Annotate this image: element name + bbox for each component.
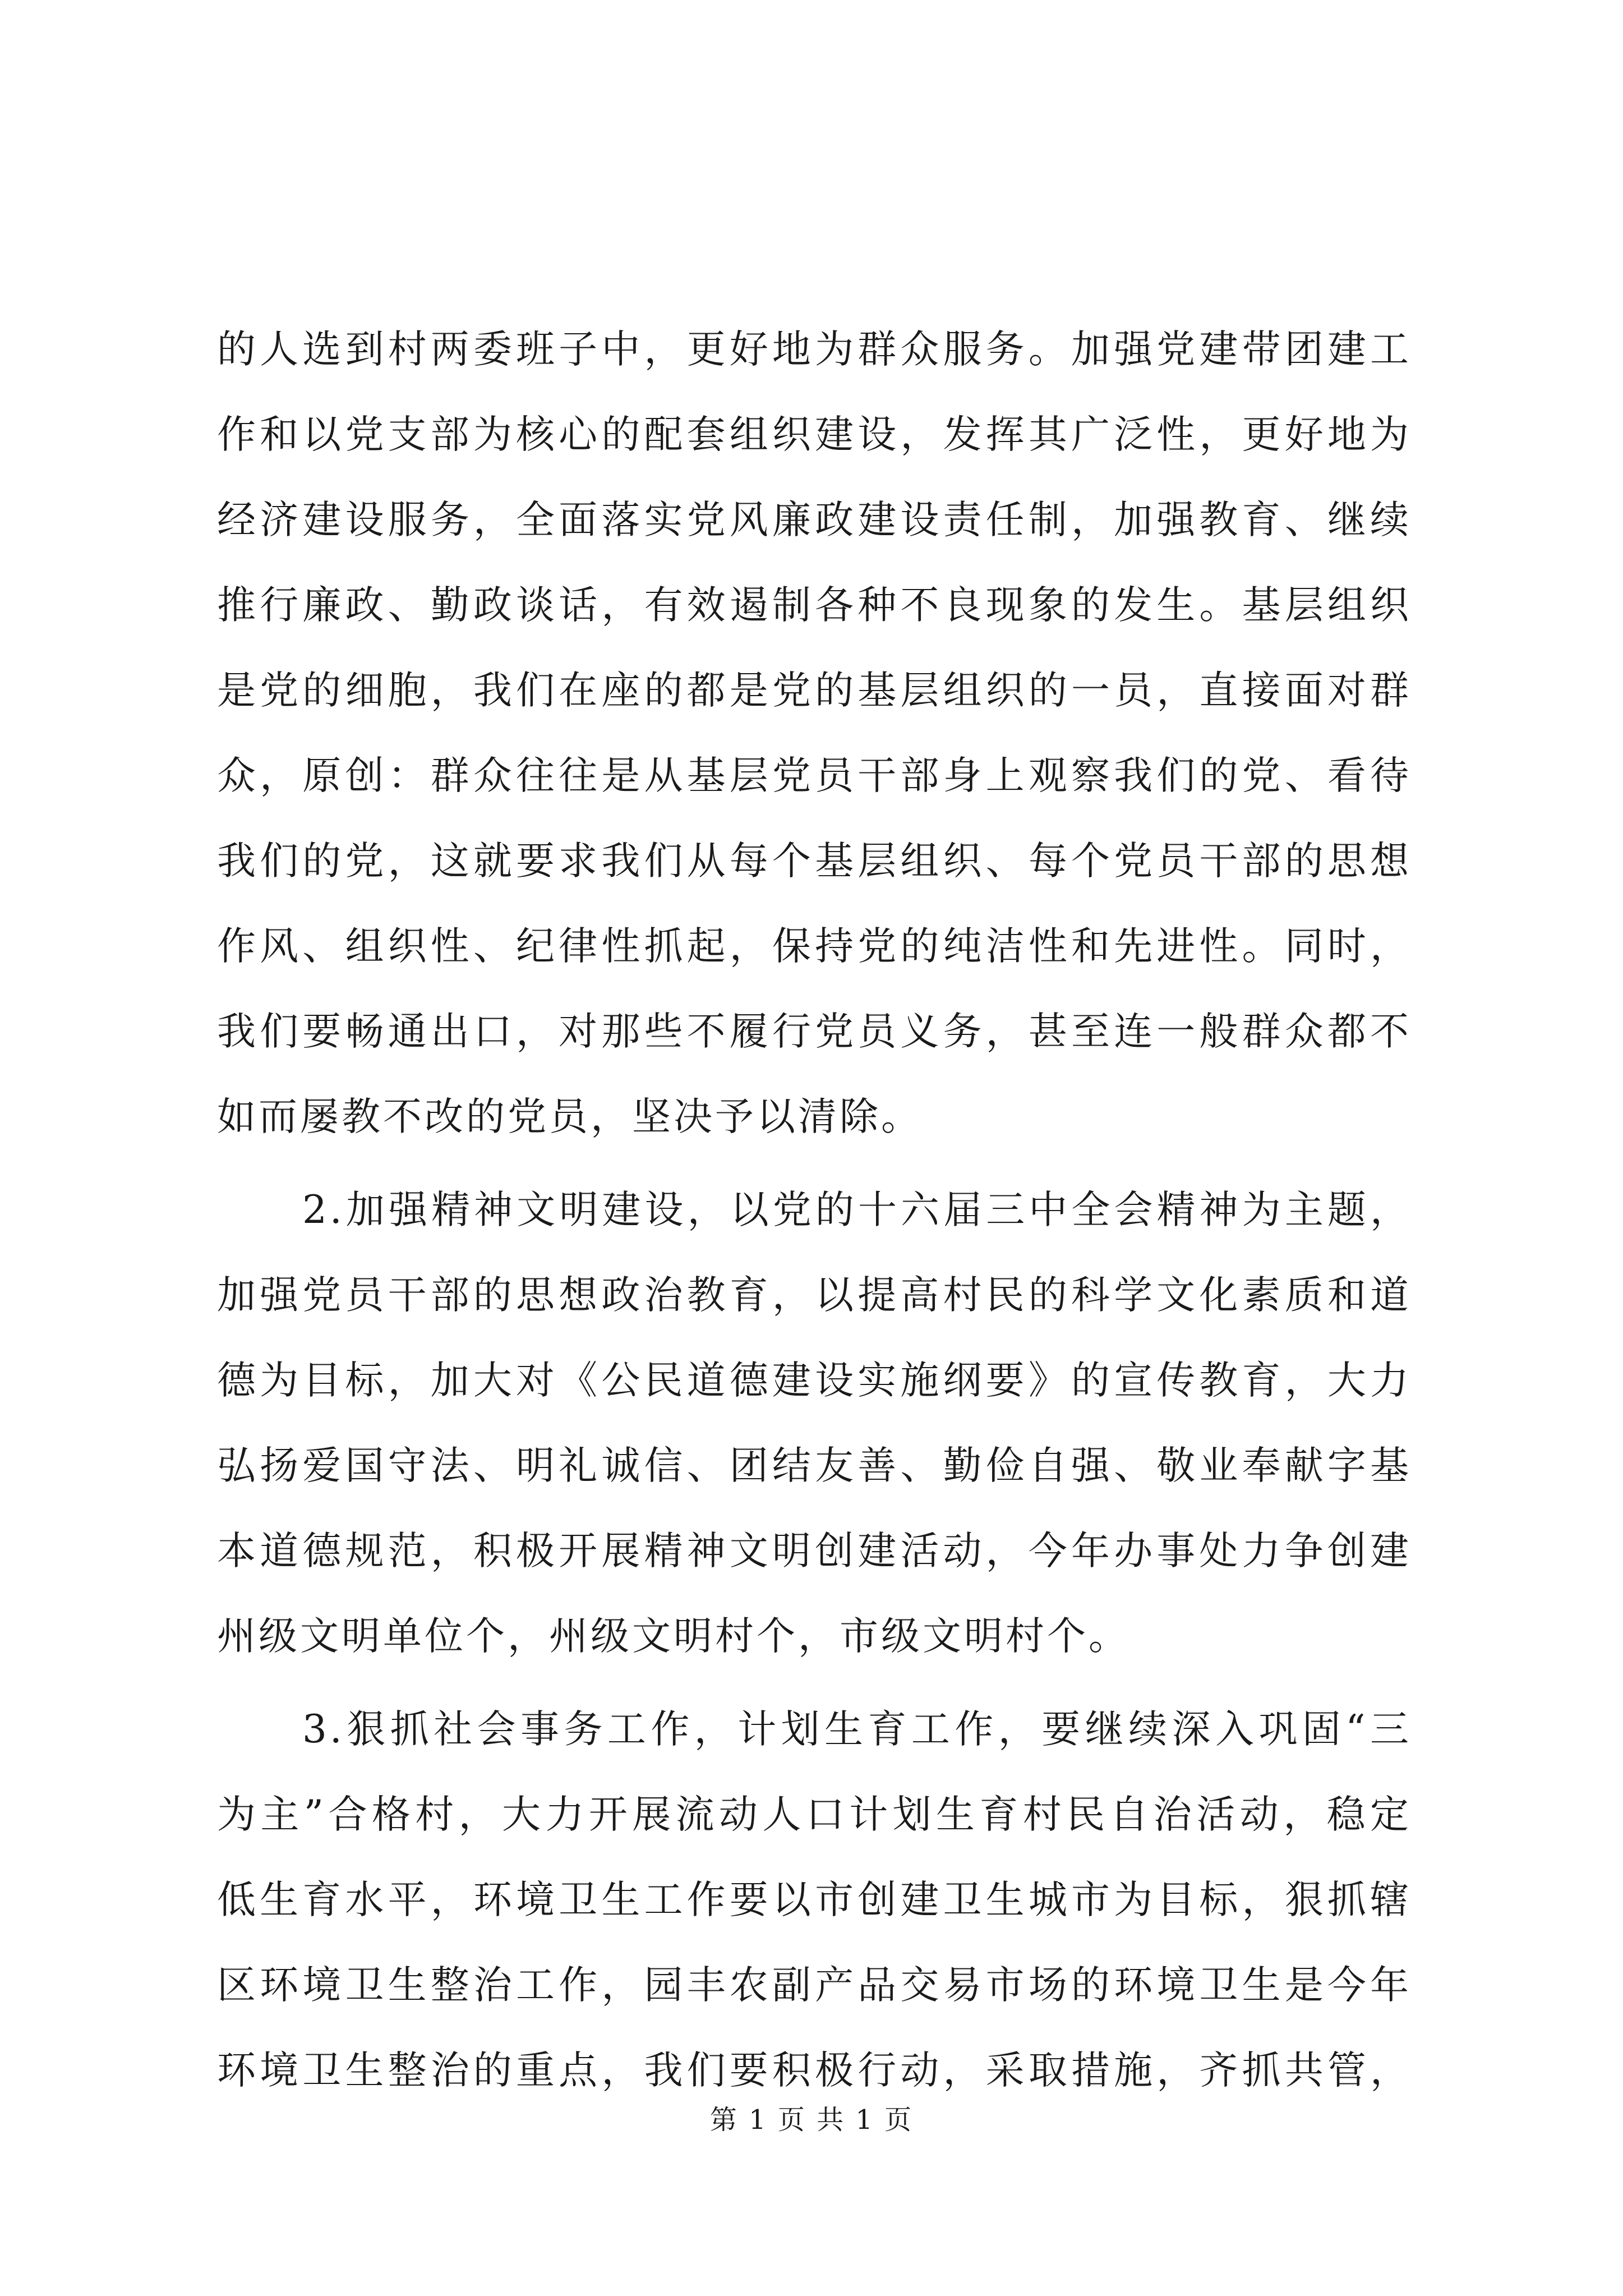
text-line: 如而屡教不改的党员，坚决予以清除。 bbox=[217, 1094, 923, 1139]
text-line: 推行廉政、勤政谈话，有效遏制各种不良现象的发生。基层组织 bbox=[217, 583, 1412, 628]
document-body bbox=[217, 307, 1412, 2113]
text-line: 州级文明单位个，州级文明村个，市级文明村个。 bbox=[217, 1614, 1130, 1659]
page-number-label: 第 1 页 共 1 页 bbox=[709, 2104, 914, 2136]
page-footer bbox=[0, 2098, 1623, 2137]
text-line: 的人选到村两委班子中，更好地为群众服务。加强党建带团建工 bbox=[217, 327, 1412, 372]
paragraph-2-first-line: 2.加强精神文明建设，以党的十六届三中全会精神为主题， bbox=[302, 1188, 1412, 1232]
text-line: 众，原创：群众往往是从基层党员干部身上观察我们的党、看待 bbox=[217, 753, 1412, 798]
text-line: 我们的党，这就要求我们从每个基层组织、每个党员干部的思想 bbox=[217, 839, 1412, 884]
text-line: 区环境卫生整治工作，园丰农副产品交易市场的环境卫生是今年 bbox=[217, 1963, 1412, 2008]
paragraph-3-first-line: 3.狠抓社会事务工作，计划生育工作，要继续深入巩固“三 bbox=[302, 1707, 1412, 1752]
text-line: 本道德规范，积极开展精神文明创建活动，今年办事处力争创建 bbox=[217, 1529, 1412, 1573]
text-line: 作风、组织性、纪律性抓起，保持党的纯洁性和先进性。同时， bbox=[217, 924, 1412, 969]
paragraph-gap bbox=[217, 1679, 1412, 1687]
text-line: 加强党员干部的思想政治教育，以提高村民的科学文化素质和道 bbox=[217, 1273, 1412, 1318]
text-line: 作和以党支部为核心的配套组织建设，发挥其广泛性，更好地为 bbox=[217, 412, 1412, 457]
text-line: 为主”合格村，大力开展流动人口计划生育村民自治活动，稳定 bbox=[217, 1792, 1412, 1837]
text-line: 是党的细胞，我们在座的都是党的基层组织的一员，直接面对群 bbox=[217, 668, 1412, 713]
text-line: 我们要畅通出口，对那些不履行党员义务，甚至连一般群众都不 bbox=[217, 1009, 1412, 1054]
text-line: 德为目标，加大对《公民道德建设实施纲要》的宣传教育，大力 bbox=[217, 1358, 1412, 1403]
text-line: 低生育水平，环境卫生工作要以市创建卫生城市为目标，狠抓辖 bbox=[217, 1878, 1412, 1922]
paragraph-gap bbox=[217, 1159, 1412, 1167]
text-line: 经济建设服务，全面落实党风廉政建设责任制，加强教育、继续 bbox=[217, 498, 1412, 542]
text-line: 环境卫生整治的重点，我们要积极行动，采取措施，齐抓共管， bbox=[217, 2048, 1412, 2093]
text-line: 弘扬爱国守法、明礼诚信、团结友善、勤俭自强、敬业奉献字基 bbox=[217, 1443, 1412, 1488]
